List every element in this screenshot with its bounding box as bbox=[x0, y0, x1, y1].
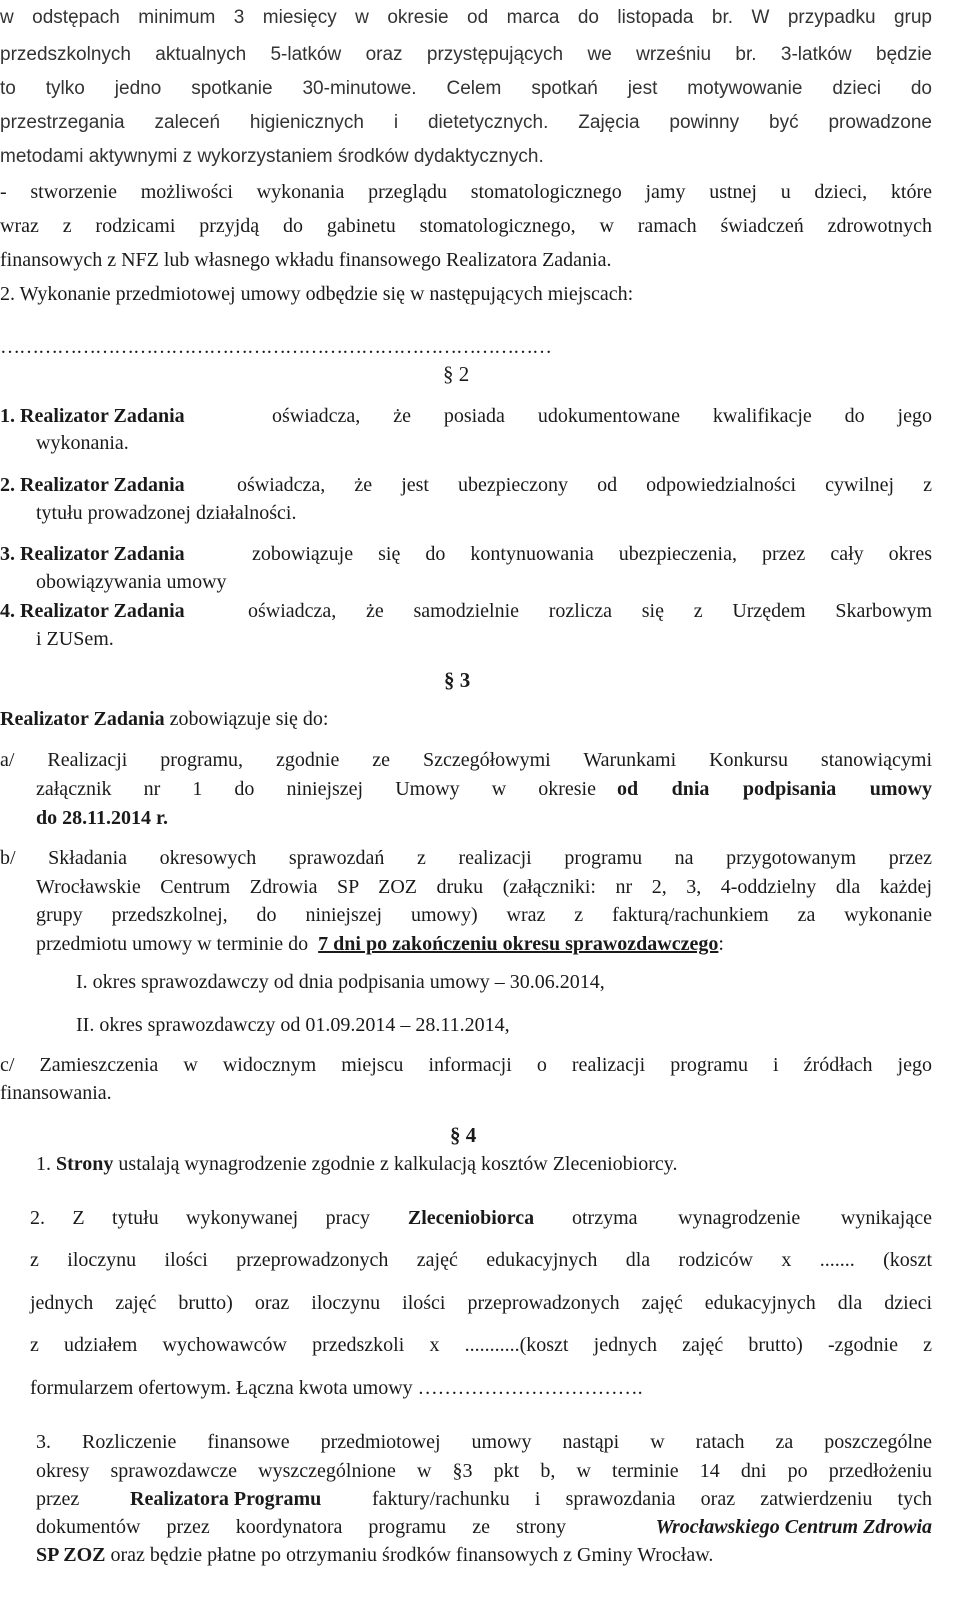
realizator-label: Realizator Zadania bbox=[20, 543, 185, 565]
plain-text: przez bbox=[36, 1488, 80, 1510]
reporting-period-1: I. okres sprawozdawczy od dnia podpisania umowy – 30.06.2014, bbox=[76, 971, 605, 993]
reporting-period-2: II. okres sprawozdawczy od 01.09.2014 – 28.11.2014, bbox=[76, 1014, 510, 1036]
realizator-label: Realizator Zadania bbox=[20, 474, 185, 496]
item-text: oświadcza, że posiada udokumentowane kwalifikacje do jego bbox=[272, 405, 932, 427]
point-c-line: finansowania. bbox=[0, 1082, 112, 1104]
plain-text: faktury/rachunku i sprawozdania oraz zatwierdzeniu tych bbox=[371, 1488, 932, 1510]
realizator-label: Realizator Zadania bbox=[20, 600, 185, 622]
s4-point-1 bbox=[36, 1154, 677, 1174]
s4-point-2-line: z udziałem wychowawców przedszkoli x ...........(koszt jednych zajęć brutto) -zgodnie z bbox=[30, 1334, 932, 1356]
realizator-label: Realizator Zadania bbox=[0, 708, 165, 730]
section-3-intro bbox=[0, 709, 328, 729]
s4-point-3-line bbox=[36, 1545, 713, 1565]
point-b-line bbox=[36, 934, 724, 954]
item-text: ustalają wynagrodzenie zgodnie z kalkulacją kosztów Zleceniobiorcy. bbox=[118, 1153, 678, 1175]
bold-text: SP ZOZ bbox=[36, 1544, 106, 1566]
item-text: oświadcza, że samodzielnie rozlicza się z Urzędem Skarbowym bbox=[248, 600, 932, 622]
point-a-line: a/ Realizacji programu, zgodnie ze Szczegółowymi Warunkami Konkursu stanowiącymi bbox=[0, 749, 932, 771]
text-line: w odstępach minimum 3 miesięcy w okresie od marca do listopada br. W przypadku grup bbox=[0, 7, 932, 28]
s4-point-2-line bbox=[30, 1208, 932, 1228]
item-continuation: i ZUSem. bbox=[36, 628, 114, 650]
s4-point-2-line: formularzem ofertowym. Łączna kwota umowy ……………………………. bbox=[30, 1377, 643, 1399]
item-continuation: wykonania. bbox=[36, 432, 129, 454]
item-number: 1. bbox=[0, 405, 15, 427]
intro-text: zobowiązuje się do: bbox=[169, 708, 329, 730]
point-b-line: b/ Składania okresowych sprawozdań z realizacji programu na przygotowanym przez bbox=[0, 847, 932, 869]
plain-text: oraz będzie płatne po otrzymaniu środków finansowych z Gminy Wrocław. bbox=[110, 1544, 714, 1566]
s4-point-2-line: z iloczynu ilości przeprowadzonych zajęć edukacyjnych dla rodziców x ....... (koszt bbox=[30, 1249, 932, 1271]
plain-text: załącznik nr 1 do niniejszej Umowy w okresie bbox=[36, 778, 596, 800]
text-line: 2. Wykonanie przedmiotowej umowy odbędzie się w następujących miejscach: bbox=[0, 283, 634, 305]
item-number: 1. bbox=[36, 1153, 51, 1175]
point-b-line: Wrocławskie Centrum Zdrowia SP ZOZ druku (załączniki: nr 2, 3, 4-oddzielny dla każdej bbox=[36, 876, 932, 898]
deadline-text: 7 dni po zakończeniu okresu sprawozdawczego bbox=[318, 933, 719, 955]
section-3-header: § 3 bbox=[444, 668, 471, 692]
colon: : bbox=[718, 933, 724, 955]
item-continuation: obowiązywania umowy bbox=[36, 571, 227, 593]
point-a-line bbox=[36, 779, 932, 799]
item-number: 3. bbox=[0, 543, 15, 565]
s4-point-3-line bbox=[36, 1489, 932, 1509]
text-line: finansowych z NFZ lub własnego wkładu finansowego Realizatora Zadania. bbox=[0, 249, 612, 271]
bold-text: Realizatora Programu bbox=[130, 1488, 322, 1510]
item-number: 4. bbox=[0, 600, 15, 622]
bold-italic-text: Wrocławskiego Centrum Zdrowia bbox=[655, 1516, 932, 1538]
text-line: przestrzegania zaleceń higienicznych i dietetycznych. Zajęcia powinny być prowadzone bbox=[0, 112, 932, 133]
s4-point-3-line: 3. Rozliczenie finansowe przedmiotowej umowy nastąpi w ratach za poszczególne bbox=[36, 1431, 932, 1453]
list-item bbox=[0, 406, 932, 426]
item-text: oświadcza, że jest ubezpieczony od odpowiedzialności cywilnej z bbox=[237, 474, 932, 496]
point-c-line: c/ Zamieszczenia w widocznym miejscu informacji o realizacji programu i źródłach jego bbox=[0, 1054, 932, 1076]
text-line: przedszkolnych aktualnych 5-latków oraz przystępujących we wrześniu br. 3-latków będzie bbox=[0, 44, 932, 65]
dotted-placeholder: …………………………………………………………………………… bbox=[0, 336, 551, 358]
plain-text: otrzyma wynagrodzenie wynikające bbox=[572, 1207, 932, 1229]
text-line: to tylko jedno spotkanie 30-minutowe. Celem spotkań jest motywowanie dzieci do bbox=[0, 78, 932, 99]
item-continuation: tytułu prowadzonej działalności. bbox=[36, 502, 297, 524]
item-text: zobowiązuje się do kontynuowania ubezpieczenia, przez cały okres bbox=[252, 543, 932, 565]
text-line: wraz z rodzicami przyjdą do gabinetu stomatologicznego, w ramach świadczeń zdrowotnych bbox=[0, 215, 932, 237]
section-4-header: § 4 bbox=[450, 1123, 477, 1147]
realizator-label: Realizator Zadania bbox=[20, 405, 185, 427]
zleceniobiorca-label: Zleceniobiorca bbox=[407, 1207, 535, 1229]
text-line: - stworzenie możliwości wykonania przeglądu stomatologicznego jamy ustnej u dzieci, które bbox=[0, 181, 932, 203]
text-line: metodami aktywnymi z wykorzystaniem środków dydaktycznych. bbox=[0, 146, 544, 167]
item-number: 2. bbox=[0, 474, 15, 496]
list-item bbox=[0, 544, 932, 564]
plain-text: przedmiotu umowy w terminie do bbox=[36, 933, 309, 955]
strony-label: Strony bbox=[56, 1153, 114, 1175]
s4-point-3-line bbox=[36, 1517, 932, 1537]
plain-text: dokumentów przez koordynatora programu ze strony bbox=[36, 1516, 566, 1538]
point-b-line: grupy przedszkolnej, do niniejszej umowy) wraz z fakturą/rachunkiem za wykonanie bbox=[36, 904, 932, 926]
bold-text: od dnia podpisania umowy bbox=[617, 778, 932, 800]
list-item bbox=[0, 475, 932, 495]
s4-point-2-line: jednych zajęć brutto) oraz iloczynu ilości przeprowadzonych zajęć edukacyjnych dla dzieci bbox=[30, 1292, 932, 1314]
point-a-date: do 28.11.2014 r. bbox=[36, 807, 169, 829]
plain-text: 2. Z tytułu wykonywanej pracy bbox=[30, 1207, 370, 1229]
section-2-header: § 2 bbox=[443, 362, 470, 386]
list-item bbox=[0, 601, 932, 621]
s4-point-3-line: okresy sprawozdawcze wyszczególnione w §3 pkt b, w terminie 14 dni po przedłożeniu bbox=[36, 1460, 932, 1482]
